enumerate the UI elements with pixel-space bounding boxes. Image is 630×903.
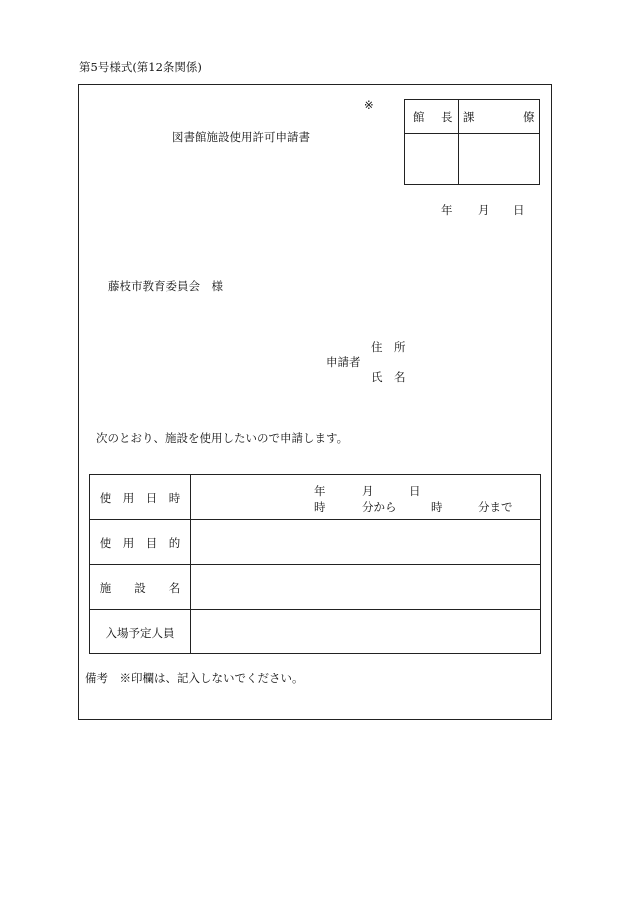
remarks-note: 備考 ※印欄は、記入しないでください。 <box>85 671 304 685</box>
stamp-label-staff-2: 僚 <box>523 110 535 124</box>
addressee: 藤枝市教育委員会 様 <box>108 279 223 293</box>
row-label-purpose: 使 用 目 的 <box>99 536 181 550</box>
stamp-label-director-1: 館 <box>413 110 425 124</box>
date-year: 年 <box>441 203 453 217</box>
approval-stamp-box <box>404 99 540 185</box>
form-number: 第5号様式(第12条関係) <box>79 60 202 74</box>
datetime-day: 日 <box>409 484 421 498</box>
datetime-hour-start: 時 <box>314 500 326 514</box>
datetime-hour-end: 時 <box>431 500 443 514</box>
intro-text: 次のとおり、施設を使用したいので申請します。 <box>96 431 349 445</box>
applicant-name-label: 氏 名 <box>371 370 406 384</box>
datetime-month: 月 <box>362 484 374 498</box>
date-month: 月 <box>478 203 490 217</box>
applicant-label: 申請者 <box>326 355 361 369</box>
reference-mark: ※ <box>364 98 374 112</box>
date-day: 日 <box>513 203 525 217</box>
datetime-min-from: 分から <box>362 500 397 514</box>
row-label-facility: 施 設 名 <box>99 581 181 595</box>
applicant-address-label: 住 所 <box>371 340 406 354</box>
datetime-min-to: 分まで <box>478 500 513 514</box>
row-label-datetime: 使 用 日 時 <box>99 491 181 505</box>
stamp-label-director-2: 長 <box>441 110 453 124</box>
row-label-attendance: 入場予定人員 <box>105 626 175 640</box>
datetime-year: 年 <box>314 484 326 498</box>
stamp-label-staff-1: 課 <box>463 110 475 124</box>
form-title: 図書館施設使用許可申請書 <box>172 130 310 144</box>
usage-table <box>89 474 541 654</box>
